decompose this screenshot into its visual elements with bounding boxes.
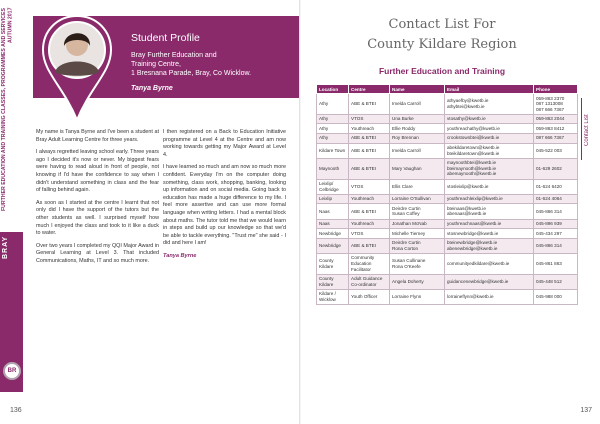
paragraph: Over two years I completed my QQI Major Award in General Learning at Level 3. That included Communications, Maths, IT and so much more. — [36, 242, 159, 264]
profile-photo — [41, 14, 113, 124]
table-cell: Lorraine Flynn — [390, 289, 445, 304]
table-cell: Una Burke — [390, 114, 445, 124]
table-cell: Leixlip — [317, 194, 349, 204]
table-cell: Newbridge — [317, 238, 349, 253]
contact-title-line2: County Kildare Region — [367, 37, 517, 52]
left-page — [0, 0, 299, 424]
table-cell[interactable]: guidancenewbridge@kwetb.ie — [445, 274, 534, 289]
table-row — [317, 114, 578, 124]
table-cell: Naas — [317, 219, 349, 229]
section-heading: Further Education and Training — [378, 66, 506, 76]
contact-title-line1: Contact List For — [388, 17, 496, 32]
table-row — [317, 158, 578, 179]
column-header: Name — [390, 85, 445, 94]
table-row — [317, 124, 578, 134]
table-cell[interactable]: vtosleixlip@kwetb.ie — [445, 179, 534, 194]
table-row — [317, 253, 578, 274]
column-header: Phone — [534, 85, 578, 94]
publication-season: AUTUMN 2017 — [7, 8, 14, 44]
table-cell[interactable]: communityedkildare@kwetb.ie — [445, 253, 534, 274]
table-row — [317, 133, 578, 143]
table-cell[interactable]: crookstownbtei@kwetb.ie — [445, 133, 534, 143]
table-cell: 045-448 512 — [534, 274, 578, 289]
page-number-left: 136 — [10, 407, 22, 414]
profile-name: Tanya Byrne — [131, 85, 173, 92]
table-cell: Athy — [317, 114, 349, 124]
table-cell: ABE & BTEI — [349, 133, 390, 143]
area-badge: BR — [3, 362, 21, 380]
table-cell: Athy — [317, 133, 349, 143]
table-cell: ABE & BTEI — [349, 143, 390, 158]
profile-org-line1: Bray Further Education and — [131, 52, 217, 59]
table-cell: County Kildare — [317, 253, 349, 274]
contact-table — [316, 84, 578, 305]
table-cell: Kildare / Wicklow — [317, 289, 349, 304]
paragraph: I have learned so much and am now so much more confident. Everyday I'm on the computer doing something, class work, shopping, banking, looking up information and on social media. Going back to education has made a huge difference to my life. I feel more assertive and can use more formal language when writing letters. I had a mental block about maths. The tutor told me that we would learn in steps and build up our knowledge so that we'd be able to tackle everything. "Trust me" she said - I did and here I am! — [163, 164, 286, 247]
paragraph: I always regretted leaving school early. Three years ago I decided it's now or never. My biggest fears were having to read aloud in front of people, not knowing if I'd have the confidence to say when I didn't understand something in class and the fear of falling behind again. — [36, 149, 159, 194]
table-cell: ABE & BTEI — [349, 204, 390, 219]
table-cell: 059-863 2370 087 1313008 087 666 7367 — [534, 94, 578, 115]
table-cell: 059-863 8412 — [534, 124, 578, 134]
table-cell: Angela Doherty — [390, 274, 445, 289]
side-strip — [0, 0, 23, 424]
table-row — [317, 204, 578, 219]
area-tab-label: BRAY — [2, 236, 9, 260]
table-cell: Youthreach — [349, 194, 390, 204]
table-cell[interactable]: maynoothbtei@kwetb.ie bteimaynooth@kwetb.ie abemaynooth@kwetb.ie — [445, 158, 534, 179]
contact-table-wrapper — [316, 84, 577, 305]
paragraph: As soon as I started at the centre I learnt that not only did I have the support of the tutors but the other students as well. I surprised myself how much I enjoyed the class and took to it like a duck to water. — [36, 199, 159, 237]
table-cell: Susan Cullinane Rona O'Keefe — [390, 253, 445, 274]
table-cell: Adult Guidance Co-ordinator — [349, 274, 390, 289]
page-number-right: 137 — [580, 407, 592, 414]
table-cell: Youth Officer — [349, 289, 390, 304]
table-cell[interactable]: vtosnewbridge@kwetb.ie — [445, 229, 534, 239]
profile-title: Student Profile — [131, 32, 200, 44]
table-cell: Athy — [317, 124, 349, 134]
table-row — [317, 143, 578, 158]
table-row — [317, 289, 578, 304]
contact-list-side-tab-label: Contact List — [584, 114, 590, 146]
signature: Tanya Byrne — [163, 252, 197, 259]
table-row — [317, 229, 578, 239]
table-cell: Maynooth — [317, 158, 349, 179]
table-cell: VTOS — [349, 114, 390, 124]
table-cell: 045-866 314 — [534, 238, 578, 253]
table-cell: Leixlip/ Celbridge — [317, 179, 349, 194]
table-cell[interactable]: lorraineflynn@kwetb.ie — [445, 289, 534, 304]
right-page — [301, 0, 600, 424]
table-cell: Roy Brennan — [390, 133, 445, 143]
profile-photo-pin — [41, 14, 113, 124]
table-header-row — [317, 85, 578, 94]
contact-list-title — [301, 15, 583, 55]
table-cell: 045-896 939 — [534, 219, 578, 229]
table-cell: Naas — [317, 204, 349, 219]
table-row — [317, 238, 578, 253]
table-cell: VTOS — [349, 179, 390, 194]
table-cell: Deirdre Curtin Susan Coffey — [390, 204, 445, 219]
table-cell: Michelle Tierney — [390, 229, 445, 239]
table-cell: Youthreach — [349, 124, 390, 134]
table-row — [317, 274, 578, 289]
table-cell: 045-434 297 — [534, 229, 578, 239]
table-cell: Youthreach — [349, 219, 390, 229]
table-cell: VTOS — [349, 229, 390, 239]
table-cell: 059-863 2044 — [534, 114, 578, 124]
table-cell[interactable]: bteinewbridge@kwetb.ie abenewbridge@kwetb.ie — [445, 238, 534, 253]
column-header: Email — [445, 85, 534, 94]
table-cell: 087 666 7367 — [534, 133, 578, 143]
table-cell: ABE & BTEI — [349, 94, 390, 115]
table-cell[interactable]: bteinaas@kwetb.ie abenaas@kwetb.ie — [445, 204, 534, 219]
vertical-publication-title — [1, 8, 23, 223]
publication-title: FURTHER EDUCATION AND TRAINING CLASSES, PROGRAMMES AND SERVICES — [1, 8, 7, 211]
table-cell[interactable]: athyaefby@kwetb.ie athybtei@kwetb.ie — [445, 94, 534, 115]
profile-text-column-1 — [36, 129, 159, 271]
table-row — [317, 219, 578, 229]
table-cell: County Kildare — [317, 274, 349, 289]
column-header: Centre — [349, 85, 390, 94]
table-cell: Ellis Clare — [390, 179, 445, 194]
table-cell: Athy — [317, 94, 349, 115]
table-cell: Imelda Carroll — [390, 94, 445, 115]
table-row — [317, 94, 578, 115]
table-cell: 045-522 003 — [534, 143, 578, 158]
table-cell: Mary Vaughan — [390, 158, 445, 179]
paragraph: I then registered on a Back to Education Initiative programme at Level 4 at the Centre and am now working towards getting my Major Award at Level 4. — [163, 129, 286, 158]
paragraph: My name is Tanya Byrne and I've been a student at Bray Adult Learning Centre for three years. — [36, 129, 159, 143]
table-cell: 01-624 4064 — [534, 194, 578, 204]
table-cell[interactable]: youthreachathy@kwetb.ie — [445, 124, 534, 134]
table-row — [317, 194, 578, 204]
table-cell: ABE & BTEI — [349, 238, 390, 253]
profile-organisation — [131, 51, 281, 78]
table-cell[interactable]: youthreachleixlip@kwetb.ie — [445, 194, 534, 204]
table-row — [317, 179, 578, 194]
profile-org-line2: Training Centre, — [131, 61, 181, 68]
table-cell[interactable]: youthreachnaas@kwetb.ie — [445, 219, 534, 229]
contact-table-head — [317, 85, 578, 94]
contact-table-body — [317, 94, 578, 305]
table-cell: Deirdre Curtin Rona Corton — [390, 238, 445, 253]
table-cell: 01-629 2602 — [534, 158, 578, 179]
table-cell[interactable]: vtosathy@kwetb.ie — [445, 114, 534, 124]
table-cell: Imelda Carroll — [390, 143, 445, 158]
profile-text-column-2 — [163, 129, 286, 261]
table-cell[interactable]: abekildaretown@kwetb.ie bteikildaretown@kwetb.ie — [445, 143, 534, 158]
table-cell: ABE & BTEI — [349, 158, 390, 179]
table-cell: Lorraine O'Sullivan — [390, 194, 445, 204]
table-cell: Ellie Roddy — [390, 124, 445, 134]
table-cell: 045-988 000 — [534, 289, 578, 304]
table-cell: Kildare Town — [317, 143, 349, 158]
column-header: Location — [317, 85, 349, 94]
table-cell: Jonathan McNab — [390, 219, 445, 229]
profile-org-line3: 1 Bresnana Parade, Bray, Co Wicklow. — [131, 70, 252, 77]
table-cell: 045-861 863 — [534, 253, 578, 274]
table-cell: Community Education Facilitator — [349, 253, 390, 274]
table-cell: 01-624 6420 — [534, 179, 578, 194]
table-cell: Newbridge — [317, 229, 349, 239]
table-cell: 045-866 314 — [534, 204, 578, 219]
